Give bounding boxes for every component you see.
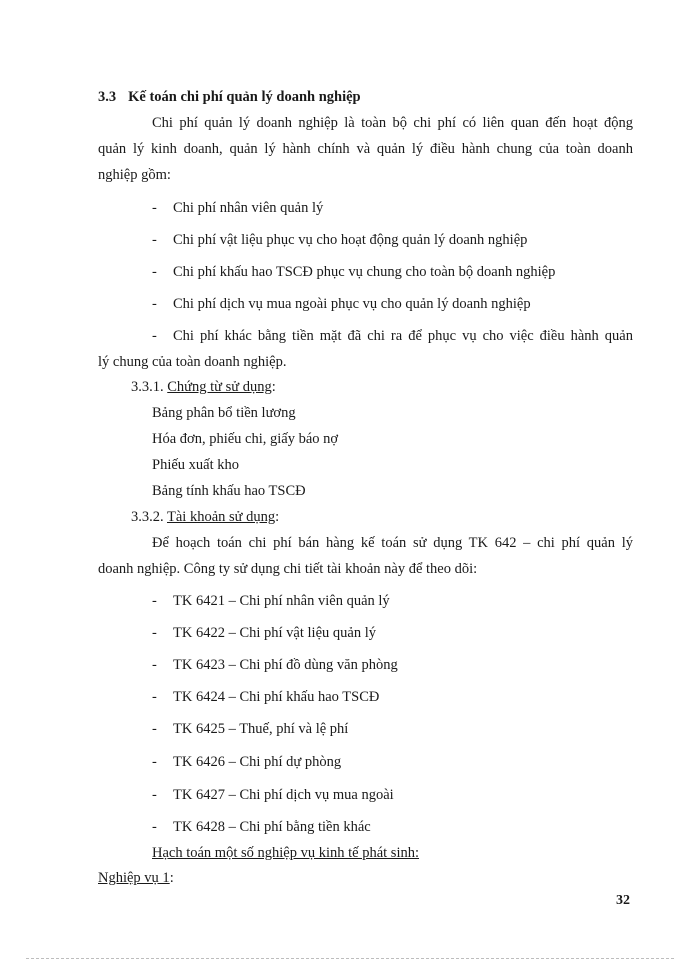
- document-item: Phiếu xuất kho: [152, 457, 239, 473]
- document-page: 3.3 Kế toán chi phí quản lý doanh nghiệp Chi phí quản lý doanh nghiệp là toàn bộ chi phí có liên quan đến hoạt động quản lý kinh doanh, quản lý hành chính và quản lý điều hành chung của toàn doanh nghiệp gồm: - Chi phí nhân viên quản lý - Chi phí vật liệu phục vụ cho hoạt động quản lý doanh nghiệp - Chi phí khấu hao TSCĐ phục vụ chung cho toàn bộ doanh nghiệp - Chi phí dịch vụ mua ngoài phục vụ cho quản lý doanh nghiệp - Chi phí khác bằng tiền mặt đã chi ra để phục vụ cho việc điều hành quản lý chung của toàn doanh nghiệp. 3.3.1. Chứng từ sử dụng: Bảng phân bổ tiền lương Hóa đơn, phiếu chi, giấy báo nợ Phiếu xuất kho Bảng tính khấu hao TSCĐ 3.3.2. Tài khoản sử dụng: Để hoạch toán chi phí bán hàng kế toán sử dụng TK 642 – chi phí quản lý doanh nghiệp. Công ty sử dụng chi tiết tài khoản này để theo dõi: - TK 6421 – Chi phí nhân viên quản lý - TK 6422 – Chi phí vật liệu quản lý - TK 6423 – Chi phí đồ dùng văn phòng - TK 6424 – Chi phí khấu hao TSCĐ - TK 6425 – Thuế, phí và lệ phí - TK 6426 – Chi phí dự phòng - TK 6427 – Chi phí dịch vụ mua ngoài - TK 6428 – Chi phí bằng tiền khác Hạch toán một số nghiệp vụ kinh tế phát sinh: Nghiệp vụ 1: 32: [0, 0, 700, 960]
- bullet-dash: -: [152, 232, 157, 248]
- bullet-dash: -: [152, 657, 157, 673]
- subsection-heading-3-3-2: 3.3.2. Tài khoản sử dụng:: [131, 509, 280, 525]
- bullet-dash: -: [152, 296, 157, 312]
- section-number: 3.3: [98, 89, 117, 105]
- accounting-heading: Hạch toán một số nghiệp vụ kinh tế phát sinh:: [152, 845, 420, 861]
- subsection-number: 3.3.2.: [131, 509, 164, 525]
- bullet-dash: -: [152, 200, 157, 216]
- transaction-label: Nghiệp vụ 1:: [98, 870, 174, 886]
- page-number: 32: [616, 893, 630, 908]
- intro-line-2: quản lý kinh doanh, quản lý hành chính và quản lý điều hành chung của toàn doanh: [98, 141, 633, 157]
- bullet-dash: -: [152, 625, 157, 641]
- page-bottom-divider: [26, 958, 674, 959]
- bullet-dash: -: [152, 264, 157, 280]
- bullet-dash: -: [152, 721, 157, 737]
- section-heading: [98, 89, 361, 106]
- subsection-title: Chứng từ sử dụng: [167, 379, 272, 395]
- subsection-heading-3-3-1: 3.3.1. Chứng từ sử dụng:: [131, 379, 276, 395]
- list-item-continuation: lý chung của toàn doanh nghiệp.: [98, 354, 287, 370]
- bullet-dash: -: [152, 689, 157, 705]
- account-paragraph-line-2: doanh nghiệp. Công ty sử dụng chi tiết tài khoản này để theo dõi:: [98, 561, 478, 577]
- document-item: Bảng phân bổ tiền lương: [152, 405, 296, 421]
- intro-line-3: nghiệp gồm:: [98, 167, 171, 183]
- bullet-dash: -: [152, 593, 157, 609]
- bullet-dash: -: [152, 787, 157, 803]
- bullet-dash: -: [152, 819, 157, 835]
- document-item: Hóa đơn, phiếu chi, giấy báo nợ: [152, 431, 339, 447]
- bullet-dash: -: [152, 328, 157, 344]
- bullet-dash: -: [152, 754, 157, 770]
- section-title: Kế toán chi phí quản lý doanh nghiệp: [128, 89, 361, 105]
- document-item: Bảng tính khấu hao TSCĐ: [152, 483, 306, 499]
- intro-line-1: Chi phí quản lý doanh nghiệp là toàn bộ chi phí có liên quan đến hoạt động: [152, 115, 633, 131]
- subsection-number: 3.3.1.: [131, 379, 164, 395]
- account-paragraph-line-1: Để hoạch toán chi phí bán hàng kế toán sử dụng TK 642 – chi phí quản lý: [152, 535, 633, 551]
- subsection-title: Tài khoản sử dụng: [167, 509, 276, 525]
